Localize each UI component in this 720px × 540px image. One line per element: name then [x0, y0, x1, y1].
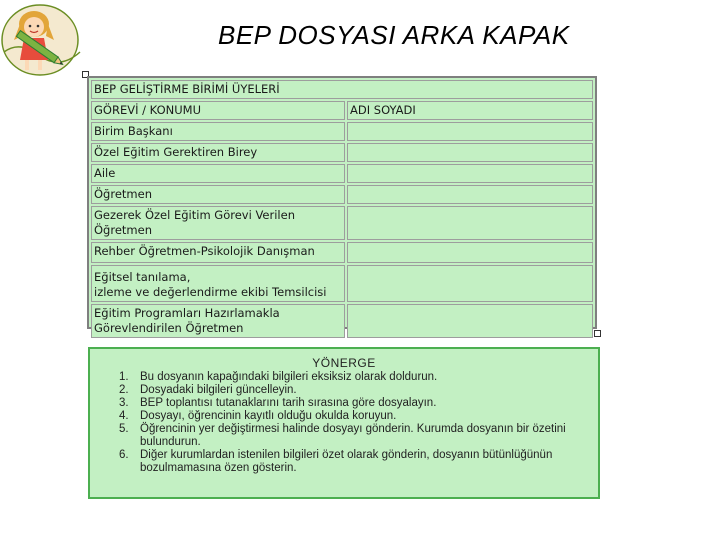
table-header-row [91, 101, 593, 120]
item-number: 3. [119, 397, 129, 409]
item-number: 5. [119, 423, 129, 435]
item-number: 2. [119, 384, 129, 396]
item-number: 6. [119, 449, 129, 461]
column-header-role: GÖREVİ / KONUMU [91, 101, 345, 120]
item-text: BEP toplantısı tutanaklarını tarih sırasına göre dosyalayın. [140, 397, 437, 409]
name-cell[interactable] [347, 185, 593, 204]
table-row [91, 143, 593, 162]
list-item [90, 371, 598, 384]
girl-with-pencil-logo [0, 0, 84, 76]
table-row [91, 206, 593, 240]
role-cell: Birim Başkanı [91, 122, 345, 141]
table-row [91, 242, 593, 263]
item-number: 4. [119, 410, 129, 422]
role-cell [91, 206, 345, 240]
role-line: Eğitim Programları Hazırlamakla [94, 306, 280, 320]
list-item [90, 384, 598, 397]
table-row [91, 122, 593, 141]
role-cell: Öğretmen [91, 185, 345, 204]
committee-grid [89, 78, 595, 340]
list-item [90, 449, 598, 475]
instructions-box [88, 347, 600, 499]
role-line: Görevlendirilen Öğretmen [94, 321, 244, 335]
list-item [90, 410, 598, 423]
table-heading-row [91, 80, 593, 99]
name-cell[interactable] [347, 304, 593, 338]
name-cell[interactable] [347, 143, 593, 162]
table-row [91, 185, 593, 204]
instructions-title: YÖNERGE [312, 356, 376, 370]
table-row [91, 304, 593, 338]
role-line: Öğretmen [94, 223, 152, 237]
name-cell[interactable] [347, 242, 593, 263]
item-number: 1. [119, 371, 129, 383]
name-cell[interactable] [347, 164, 593, 183]
column-header-name: ADI SOYADI [347, 101, 593, 120]
role-cell: Rehber Öğretmen-Psikolojik Danışman [91, 242, 345, 263]
name-cell[interactable] [347, 265, 593, 302]
role-line: Eğitsel tanılama, [94, 270, 191, 284]
item-text: Öğrencinin yer değiştirmesi halinde dosyayı gönderin. Kurumda dosyanın bir özetini bulundurun. [140, 423, 566, 448]
role-cell: Özel Eğitim Gerektiren Birey [91, 143, 345, 162]
resize-handle-bottom-right[interactable] [594, 330, 601, 337]
table-row [91, 265, 593, 302]
role-cell [91, 265, 345, 302]
name-cell[interactable] [347, 122, 593, 141]
page-title: BEP DOSYASI ARKA KAPAK [218, 20, 570, 50]
role-cell [91, 304, 345, 338]
item-text: Diğer kurumlardan istenilen bilgileri özet olarak gönderin, dosyanın bütünlüğünün bozulmamasına özen gösterin. [140, 449, 553, 474]
instructions-list [90, 371, 598, 475]
item-text: Dosyayı, öğrencinin kayıtlı olduğu okulda koruyun. [140, 410, 397, 422]
committee-table [87, 76, 597, 335]
table-row [91, 164, 593, 183]
item-text: Dosyadaki bilgileri güncelleyin. [140, 384, 297, 396]
table-heading: BEP GELİŞTİRME BİRİMİ ÜYELERİ [91, 80, 593, 99]
item-text: Bu dosyanın kapağındaki bilgileri eksiksiz olarak doldurun. [140, 371, 438, 383]
name-cell[interactable] [347, 206, 593, 240]
list-item [90, 423, 598, 449]
list-item [90, 397, 598, 410]
role-line: izleme ve değerlendirme ekibi Temsilcisi [94, 285, 327, 299]
role-cell: Aile [91, 164, 345, 183]
role-line: Gezerek Özel Eğitim Görevi Verilen [94, 208, 295, 222]
